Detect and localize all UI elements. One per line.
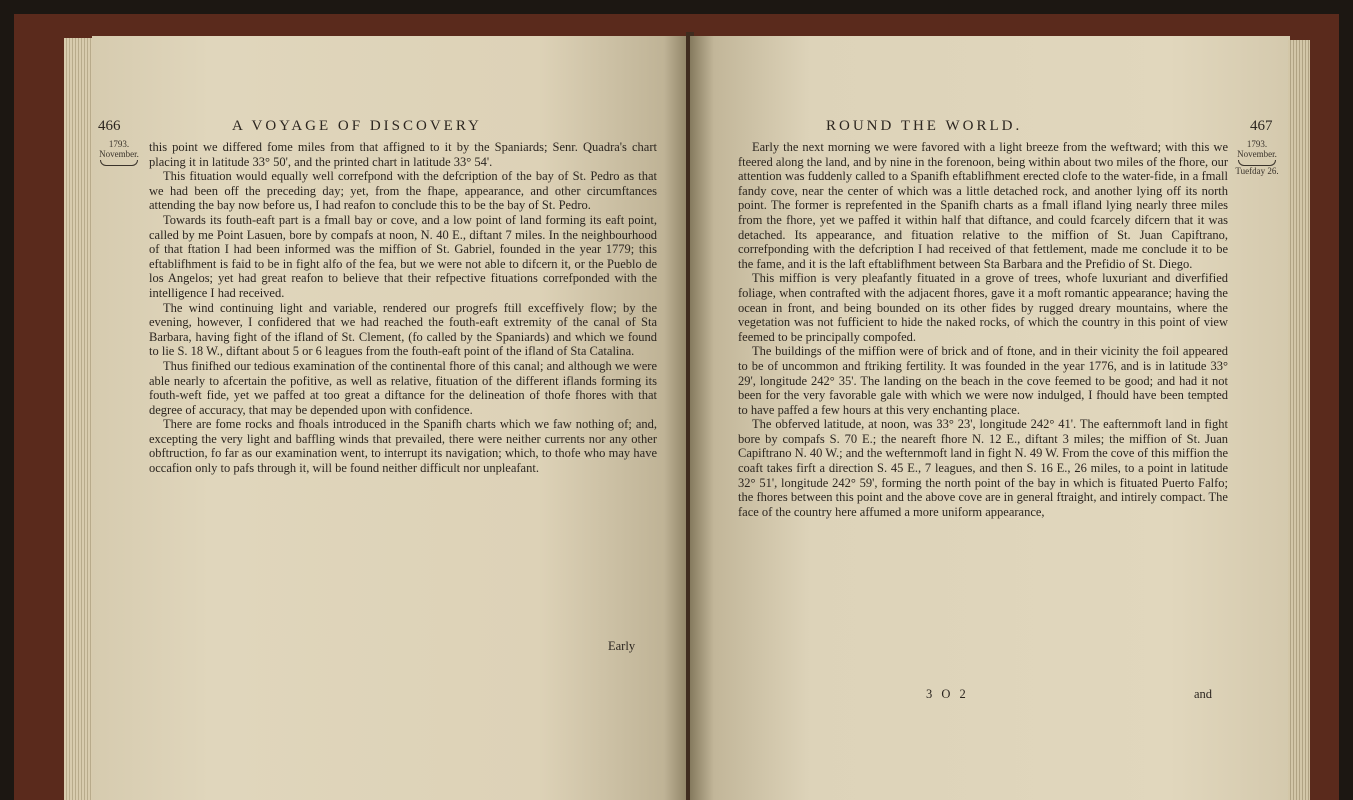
left-paragraph-6: There are fome rocks and fhoals introduced in the Spanifh charts which we faw nothing of; and, excepting the very light and baffling winds that prevailed, there were neither currents nor any other obftruction, fo far as our examination went, to interrupt its navigation; which, to thofe who may have occafion only to pafs through it, will be found neither difficult nor unpleafant. [149, 417, 657, 476]
left-paragraph-2: This fituation would equally well correfpond with the defcription of the bay of St. Pedro as that we had been off the preceding day; yet, from the fhape, appearance, and other circumftances attending the bay now before us, I had reafon to conclude this to be the bay of St. Pedro. [149, 169, 657, 213]
right-body-text [738, 140, 1228, 519]
left-paragraph-1: this point we differed fome miles from that affigned to it by the Spaniards; Senr. Quadra's chart placing it in latitude 33° 50', and the printed chart in latitude 33° 54'. [149, 140, 657, 169]
book-spread [14, 14, 1339, 800]
left-margin-month: November. [99, 149, 139, 159]
left-paragraph-3: Towards its fouth-eaft part is a fmall bay or cove, and a low point of land forming its eaft point, called by me Point Lasuen, bore by compafs at noon, N. 40 E., diftant 7 miles. In the neighbourhood of that ftation I had been informed was the miffion of St. Gabriel, founded in the year 1779; this eftablifhment is faid to be in fight alfo of the fea, but we were not able to difcern it, or the Pueblo de los Angelos; yet had great reafon to believe that their refpective fituations correfponded with the intelligence I had received. [149, 212, 657, 300]
right-page-edges [1288, 40, 1310, 800]
signature-mark: 3 O 2 [926, 687, 969, 701]
left-body-text [149, 140, 657, 476]
left-margin-year: 1793. [108, 139, 130, 149]
right-paragraph-3: The buildings of the miffion were of brick and of ftone, and in their vicinity the foil appeared to be of uncommon and ftriking fertility. It was founded in the year 1776, and is in latitude 33° 29', longitude 242° 35'. The landing on the beach in the cove feemed to be good; and had it not been for the very favorable gale with which we were now indulged, I fhould have been tempted to have paffed a few hours at this very enchanting place. [738, 344, 1228, 417]
right-page [690, 36, 1290, 800]
left-page [92, 36, 688, 800]
margin-brace [100, 160, 138, 166]
right-margin-day: Tuefday 26. [1235, 166, 1279, 176]
left-paragraph-4: The wind continuing light and variable, rendered our progrefs ftill exceffively flow; by the evening, however, I confidered that we had reached the fouth-eaft extremity of the canal of Sta Barbara, having fight of the ifland of St. Clement, (fo called by the Spaniards) and which we found to lie S. 18 W., diftant about 5 or 6 leagues from the fouth-eaft point of the ifland of Sta Catalina. [149, 300, 657, 359]
left-margin-date [94, 139, 144, 166]
right-paragraph-2: This miffion is very pleafantly fituated in a grove of trees, whofe luxuriant and diverfified foliage, when contrafted with the adjacent fhores, gave it a moft romantic appearance; having the ocean in front, and being bounded on its other fides by rugged dreary mountains, where the vegetation was not fufficient to hide the naked rocks, of which the country in this point of view feemed to be principally compofed. [738, 271, 1228, 344]
left-running-head: A VOYAGE OF DISCOVERY [232, 118, 482, 134]
right-margin-date [1232, 139, 1282, 176]
right-page-number: 467 [1250, 118, 1273, 134]
right-catchword: and [1194, 687, 1213, 701]
left-page-edges [64, 38, 94, 800]
right-paragraph-1: Early the next morning we were favored with a light breeze from the weftward; with this we fteered along the land, and by nine in the forenoon, being within about two miles of the fhore, our attention was fuddenly called to a Spanifh eftablifhment erected clofe to the water-fide, in a fmall fandy cove, near the center of which was a little detached rock, and another lying off its north point. The former is reprefented in the Spanifh charts as a fmall ifland lying nearly three miles from the fhore, yet we paffed it within half that diftance, and could fcarcely difcern that it was detached. Its appearance, and fituation relative to the miffion of St. Juan Capiftrano, correfponding with the defcription I had received of that fettlement, made me conclude it to be the fame, and it is the laft eftablifhment between Sta Barbara and the Prefidio of St. Diego. [738, 140, 1228, 271]
right-paragraph-4: The obferved latitude, at noon, was 33° 23', longitude 242° 41'. The eafternmoft land in fight bore by compafs S. 70 E.; the neareft fhore N. 12 E., diftant 3 miles; the miffion of St. Juan Capiftrano N. 40 W.; and the wefternmoft land in fight N. 49 W. From the cove of this miffion the coaft takes firft a direction S. 45 E., 7 leagues, and then S. 16 E., 26 miles, to a point in latitude 32° 51', longitude 242° 59', forming the north point of the bay in which is fituated Puerto Falfo; the fhores between this point and the above cove are in general ftraight, and intirely compact. The face of the country here affumed a more uniform appearance, [738, 417, 1228, 519]
left-page-number: 466 [98, 118, 121, 134]
left-paragraph-5: Thus finifhed our tedious examination of the continental fhore of this canal; and although we were able nearly to afcertain the pofitive, as well as relative, fituation of the different iflands forming its fouth-weft fide, yet we paffed at too great a diftance for the delineation of thofe fhores with that degree of accuracy, that may be depended upon with confidence. [149, 358, 657, 417]
right-running-head: ROUND THE WORLD. [826, 118, 1023, 134]
right-margin-year: 1793. [1246, 139, 1268, 149]
right-margin-month: November. [1237, 149, 1277, 159]
left-catchword: Early [608, 639, 636, 653]
